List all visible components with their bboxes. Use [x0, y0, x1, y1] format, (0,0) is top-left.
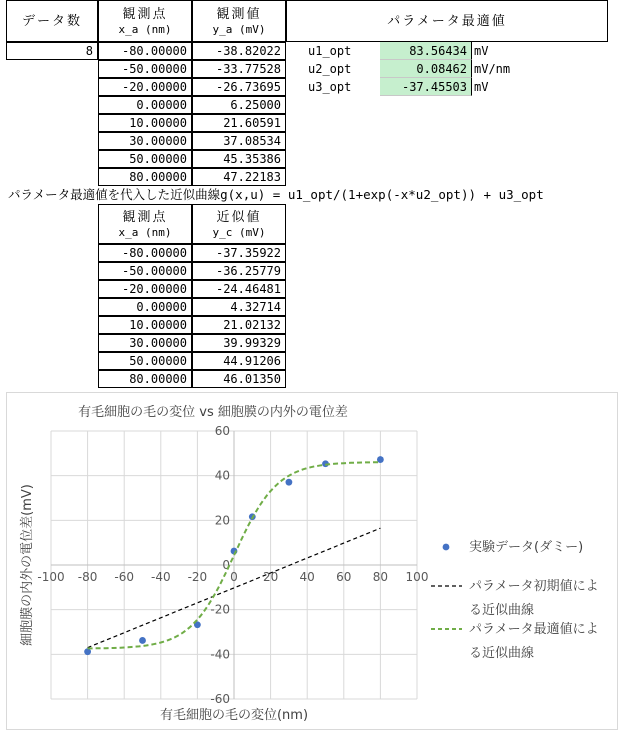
param-unit-cell[interactable]: mV — [474, 44, 489, 58]
x-tick-label: -100 — [37, 570, 65, 584]
obs-y-cell[interactable]: 6.25000 — [192, 96, 286, 114]
obs-y-cell[interactable]: 45.35386 — [192, 150, 286, 168]
fit-obs-subheader: x_a (nm) — [118, 225, 172, 239]
val-header: 観測値 — [216, 6, 262, 22]
legend-marker-points — [443, 544, 450, 551]
obs-x-cell[interactable]: 80.00000 — [98, 168, 192, 186]
x-tick-label: 20 — [262, 570, 279, 584]
obs-x-cell[interactable]: 0.00000 — [98, 96, 192, 114]
obs-y-cell[interactable]: -33.77528 — [192, 60, 286, 78]
param-unit-cell[interactable]: mV/nm — [474, 62, 511, 76]
fit-y-cell[interactable]: -24.46481 — [192, 280, 286, 298]
legend-label: る近似曲線 — [469, 603, 535, 618]
param-value-cell[interactable]: -37.45503 — [380, 78, 472, 96]
obs-x-cell[interactable]: -80.00000 — [98, 42, 192, 60]
y-tick-label: -40 — [210, 647, 230, 662]
fit-y-cell[interactable]: 44.91206 — [192, 352, 286, 370]
fit-x-cell[interactable]: 0.00000 — [98, 298, 192, 316]
x-tick-label: 100 — [405, 570, 429, 584]
count-header-cell[interactable]: データ数 — [6, 0, 98, 42]
param-value-cell[interactable]: 83.56434 — [380, 42, 472, 60]
fit-val-subheader: y_c (mV) — [212, 225, 266, 239]
y-tick-label: -60 — [210, 692, 230, 706]
fit-val-header-cell[interactable] — [192, 204, 286, 244]
val-subheader: y_a (mV) — [212, 22, 266, 36]
chart-svg — [7, 393, 617, 729]
obs-x-cell[interactable]: -20.00000 — [98, 78, 192, 96]
legend-label: 実験データ(ダミー) — [469, 540, 584, 555]
x-tick-label: -60 — [114, 570, 135, 584]
param-value-cell[interactable]: 0.08462 — [380, 60, 472, 78]
param-name-cell[interactable]: u3_opt — [308, 80, 352, 94]
fit-y-cell[interactable]: 39.99329 — [192, 334, 286, 352]
obs-x-cell[interactable]: 50.00000 — [98, 150, 192, 168]
obs-y-cell[interactable]: -26.73695 — [192, 78, 286, 96]
obs-y-cell[interactable]: 47.22183 — [192, 168, 286, 186]
y-tick-label: 20 — [214, 513, 230, 528]
fit-y-cell[interactable]: 46.01350 — [192, 370, 286, 388]
fit-y-cell[interactable]: 21.02132 — [192, 316, 286, 334]
fit-y-cell[interactable]: -36.25779 — [192, 262, 286, 280]
fit-x-cell[interactable]: -80.00000 — [98, 244, 192, 262]
count-value-cell[interactable]: 8 — [6, 42, 98, 60]
data-point — [377, 456, 384, 463]
obs-x-cell[interactable]: -50.00000 — [98, 60, 192, 78]
data-point — [286, 479, 293, 486]
obs-subheader: x_a (nm) — [118, 22, 172, 36]
fit-x-cell[interactable]: 30.00000 — [98, 334, 192, 352]
fit-x-cell[interactable]: -50.00000 — [98, 262, 192, 280]
x-tick-label: -20 — [187, 570, 208, 584]
obs-header: 観測点 — [122, 6, 168, 22]
fit-obs-header: 観測点 — [122, 209, 168, 225]
legend-label: パラメータ最適値によ — [469, 622, 599, 637]
obs-y-cell[interactable]: 21.60591 — [192, 114, 286, 132]
x-tick-label: 40 — [299, 570, 315, 584]
chart-container[interactable] — [6, 392, 618, 730]
fit-x-cell[interactable]: 50.00000 — [98, 352, 192, 370]
y-tick-label: -20 — [210, 602, 230, 617]
obs-y-cell[interactable]: 37.08534 — [192, 132, 286, 150]
legend-label: パラメータ初期値によ — [469, 579, 599, 594]
fit-x-cell[interactable]: 80.00000 — [98, 370, 192, 388]
x-tick-label: -40 — [150, 570, 171, 584]
fit-x-cell[interactable]: -20.00000 — [98, 280, 192, 298]
obs-y-cell[interactable]: -38.82022 — [192, 42, 286, 60]
param-name-cell[interactable]: u1_opt — [308, 44, 352, 58]
x-tick-label: -80 — [77, 570, 98, 584]
fit-y-cell[interactable]: -37.35922 — [192, 244, 286, 262]
param-header-cell[interactable]: パラメータ最適値 — [286, 0, 608, 42]
legend-label: る近似曲線 — [469, 646, 535, 661]
chart-title: 有毛細胞の毛の変位 vs 細胞膜の内外の電位差 — [78, 405, 348, 420]
x-axis-label: 有毛細胞の毛の変位(nm) — [159, 708, 309, 723]
fit-val-header: 近似値 — [216, 209, 262, 225]
obs-x-cell[interactable]: 30.00000 — [98, 132, 192, 150]
fit-y-cell[interactable]: 4.32714 — [192, 298, 286, 316]
x-tick-label: 0 — [230, 570, 238, 584]
y-axis-label: 細胞膜の内外の電位差(mV) — [20, 484, 35, 646]
y-tick-label: 40 — [214, 468, 230, 483]
obs-x-cell[interactable]: 10.00000 — [98, 114, 192, 132]
param-unit-cell[interactable]: mV — [474, 80, 489, 94]
param-name-cell[interactable]: u2_opt — [308, 62, 352, 76]
x-tick-label: 80 — [372, 570, 389, 584]
fit-x-cell[interactable]: 10.00000 — [98, 316, 192, 334]
x-tick-label: 60 — [336, 570, 352, 584]
fit-obs-header-cell[interactable] — [98, 204, 192, 244]
data-point — [139, 637, 146, 644]
y-tick-label: 0 — [222, 558, 230, 572]
y-tick-label: 60 — [214, 424, 230, 438]
formula-text: パラメータ最適値を代入した近似曲線g(x,u) = u1_opt/(1+exp(-x*u2_opt)) + u3_opt — [8, 186, 544, 202]
obs-header-cell[interactable] — [98, 0, 192, 42]
val-header-cell[interactable] — [192, 0, 286, 42]
